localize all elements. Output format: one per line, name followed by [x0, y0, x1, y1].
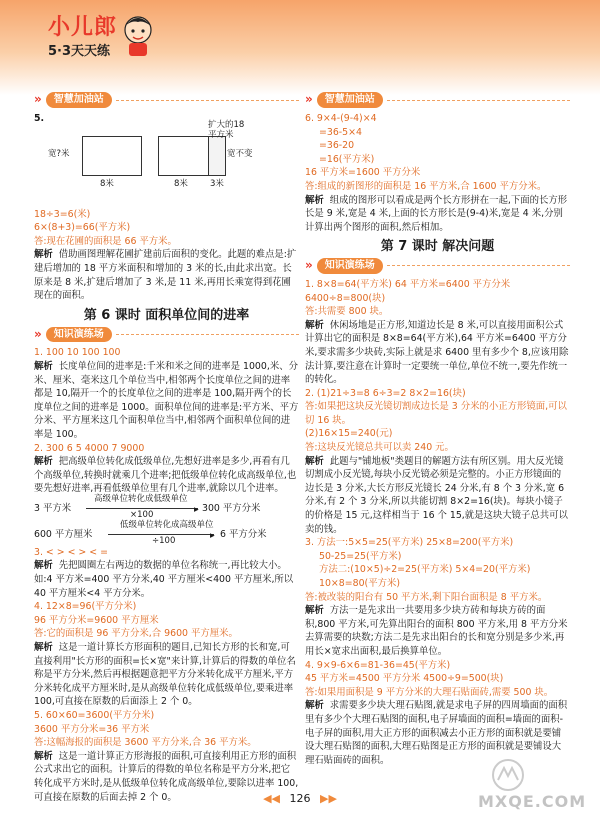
explanation: 解析 这是一道计算正方形海报的面积,可直接利用正方形的面积公式求出它的面积。计算后的得数的单位名称是平方分米,把它转化成平方米时,是从低级单位转化成高级单位,要除以进率 100,可直接在原数的后面去掉 2 个 0。 [34, 750, 299, 803]
answer-line: 4. 12×8=96(平方分米) [34, 601, 137, 613]
answer-line: 方法二:(10×5)÷2=25(平方米) 5×4=20(平方米) [319, 564, 531, 576]
double-arrow-icon: » [34, 326, 42, 341]
answer-line: (2)16×15=240(元) [305, 428, 393, 440]
answer-line: 答:被改装的阳台有 50 平方米,剩下阳台面积是 8 平方米。 [305, 591, 548, 603]
answer-line: 答:如果用面积是 9 平方分米的大理石贴面砖,需要 500 块。 [305, 686, 554, 698]
answer-line: 3600 平方分米=36 平方米 [34, 723, 150, 735]
conversion-operation: ÷100 [152, 535, 176, 546]
answer-line: 答:共需要 800 块。 [305, 306, 389, 318]
double-arrow-icon: » [305, 92, 313, 107]
answer-line: 6400÷8=800(块) [305, 292, 386, 304]
conversion-diagram [34, 519, 299, 546]
section-header [305, 92, 570, 108]
added-strip [208, 136, 226, 176]
section-header [305, 258, 570, 274]
section-title: 知识演练场 [317, 258, 383, 274]
section-header [34, 92, 299, 108]
extension-label: 3米 [210, 178, 224, 189]
increase-label: 扩大的18 平方米 [208, 119, 245, 140]
mascot-icon [118, 12, 158, 58]
answer-line: 答:如果把这块反光镜切割成边长是 3 分米的小正方形镜面,可以切 16 块。 [305, 401, 567, 426]
explanation: 解析 此题与"铺地板"类题目的解题方法有所区别。用大反光镜切割成小反光镜,每块小反光镜必须是完整的。小正方形镜面的边长是 3 分米,大长方形反光镜长 24 分米,有 8 个 3 分米,宽 6 分米,有 2 个 3 分米,所以共能切割 8×2=16(块)。每块小镜子的价格是 15 元,这样相当于 16 个 15,就是这块大镜子总共可以卖的钱。 [305, 455, 568, 535]
explanation: 解析 求需要多少块大理石贴图,就是求电子屏的四周墙面的面积里有多少个大理石贴图的面积,电子屏墙面的面积=墙面的面积-电子屏的面积,用大正方形的面积减去小正方形的面积就是要铺设大理石贴图的面积,大理石贴图是正方形的面积就是要铺设大理石贴面砖的面积。 [305, 700, 568, 766]
answer-line: 96 平方分米=9600 平方厘米 [34, 614, 159, 626]
explanation: 解析 方法一是先求出一共要用多少块方砖和每块方砖的面积,800 平方米,可先算出阳台的面积 800 平方米,用 8 平方分米去算需要的块数;方法二是先求出阳台的长和宽分别是多少米,再用长×宽求出面积,最后换算单位。 [305, 605, 568, 657]
question-number: 5. [34, 113, 45, 124]
extended-rectangle [158, 136, 210, 176]
answer-line: =36-20 [319, 140, 355, 152]
conversion-from: 3 平方米 [34, 502, 72, 514]
answer-line: 6. 9×4-(9-4)×4 [305, 113, 377, 124]
answer-line: 18÷3=6(米) [34, 208, 91, 220]
answer-line: 答:这幅海报的面积是 3600 平方分米,合 36 平方米。 [34, 737, 257, 749]
explanation: 解析 组成的图形可以看成是两个长方形拼在一起,下面的长方形长是 9 米,宽是 4 米,上面的长方形长是(9-4)米,宽是 4 米,分别计算出两个图形的面积,然后相加。 [305, 194, 568, 233]
unchanged-label: 宽不变 [227, 148, 253, 159]
answer-line: 2. (1)21÷3=8 6÷3=2 8×2=16(块) [305, 387, 466, 399]
original-rectangle [82, 136, 142, 176]
divider [387, 100, 570, 101]
explanation: 解析 长度单位间的进率是:千米和米之间的进率是 1000,米、分米、厘米、毫米这几个单位当中,相邻两个长度单位之间的进率都是 10,隔开一个的长度单位之间的进率是 100,隔开两个的长度单位之间的进率是 1000。面积单位间的进率是:平方米、平方分米、平方厘米这几个面积单位当中,相邻两个面积单位间的进率是 100。 [34, 360, 299, 440]
page-header [0, 0, 600, 95]
double-arrow-icon: » [34, 92, 42, 107]
conversion-operation: ×100 [130, 509, 154, 520]
conversion-to: 300 平方分米 [202, 502, 261, 514]
arrowhead-icon: ▸ [210, 529, 215, 541]
conversion-to: 6 平方分米 [220, 528, 267, 540]
divider [116, 334, 299, 335]
answer-line: 50-25=25(平方米) [319, 550, 402, 562]
answer-line: 答:组成的新图形的面积是 16 平方米,合 1600 平方分米。 [305, 180, 547, 192]
answer-line: 4. 9×9-6×6=81-36=45(平方米) [305, 659, 451, 671]
watermark-logo-icon [478, 758, 538, 792]
prev-arrows-icon: ◀◀ [263, 792, 280, 805]
answer-line: 1. 100 10 100 100 [34, 347, 121, 359]
right-column [305, 90, 570, 767]
explanation: 解析 把高级单位转化成低级单位,先想好进率是多少,再看有几个高级单位,转换时就乘几个进率;把低级单位转化成高级单位,也要先想好进率,再看低级单位里有几个进率,就除以几个进率。 [34, 456, 297, 495]
double-arrow-icon: » [305, 258, 313, 273]
left-column [34, 90, 299, 804]
answer-line: 2. 300 6 5 4000 7 9000 [34, 442, 145, 454]
answer-line: 6×(8+3)=66(平方米) [34, 222, 131, 234]
divider [387, 265, 570, 266]
answer-line: 答:现在花圃的面积是 66 平方米。 [34, 235, 177, 247]
next-arrows-icon: ▶▶ [320, 792, 337, 805]
section-header [34, 326, 299, 342]
answer-line: 5. 60×60=3600(平方分米) [34, 710, 155, 721]
page-number: 126 [289, 792, 311, 805]
answer-line: =16(平方米) [319, 153, 375, 165]
explanation: 解析 休闲场地是正方形,知道边长是 8 米,可以直接用面积公式计算出它的面积是 8×8=64(平方米),64 平方米=6400 平方分米,要求需多少块砖,实际上就是求 6400 里有多少个 8,应该用除法计算,要注意在计算时一定要统一单位,单位不统一,要先作统一的转化。 [305, 319, 569, 386]
explanation: 解析 先把圆圈左右两边的数据的单位名称统一,再比较大小。如:4 平方米=400 平方分米,40 平方厘米<400 平方厘米,所以 40 平方厘米<4 平方分米。 [34, 560, 294, 599]
answer-line: 10×8=80(平方米) [319, 578, 400, 589]
width-label: 宽?米 [48, 148, 70, 159]
conversion-from: 600 平方厘米 [34, 528, 93, 540]
conversion-rule: 低级单位转化成高级单位 [120, 519, 214, 530]
brand-logo-subtitle: 5·3天天练 [48, 44, 111, 59]
answer-line: 45 平方米=4500 平方分米 4500÷9=500(块) [305, 673, 504, 685]
answer-line: =36-5×4 [319, 126, 362, 138]
length-label: 8米 [174, 178, 188, 189]
brand-logo-title: 小儿郎 [48, 15, 118, 40]
area-diagram [34, 119, 299, 208]
arrowhead-icon: ▸ [194, 503, 199, 515]
section-title: 智慧加油站 [46, 92, 112, 108]
answer-line: 答:这块反光镜总共可以卖 240 元。 [305, 442, 454, 454]
explanation: 解析 借助画图理解花圃扩建前后面积的变化。此题的难点是:扩建后增加的 18 平方米面积和增加的 3 米的长,由此求出宽。长原来是 8 米,扩建后增加了 3 米,是 11 米,再用长乘宽得到花圃现在的面积。 [34, 249, 297, 302]
section-title: 智慧加油站 [317, 92, 383, 108]
explanation: 解析 这是一道计算长方形面积的题目,已知长方形的长和宽,可直接利用"长方形的面积=长×宽"来计算,计算后的得数的单位名称是平方分米,然后再根据题意把平方分米转化成平方厘米,平方分米转化成平方厘米时,是从高级单位转化成低级单位,要乘进率 100,可直接在原数的后面添上 2 个 0。 [34, 642, 296, 708]
lesson-title: 第 7 课时 解决问题 [380, 239, 495, 255]
length-label: 8米 [100, 178, 114, 189]
watermark [478, 758, 588, 814]
lesson-title: 第 6 课时 面积单位间的进率 [83, 307, 250, 323]
answer-line: 1. 8×8=64(平方米) 64 平方米=6400 平方分米 [305, 278, 511, 290]
answer-line: 16 平方米=1600 平方分米 [305, 167, 421, 179]
watermark-text: MXQE.COM [478, 792, 587, 811]
divider [116, 100, 299, 101]
section-title: 知识演练场 [46, 327, 112, 343]
answer-line: 3. < > < > < = [34, 546, 108, 558]
answer-line: 3. 方法一:5×5=25(平方米) 25×8=200(平方米) [305, 537, 514, 549]
answer-line: 答:它的面积是 96 平方分米,合 9600 平方厘米。 [34, 628, 238, 640]
conversion-rule: 高级单位转化成低级单位 [94, 493, 188, 504]
conversion-diagram [34, 493, 299, 520]
